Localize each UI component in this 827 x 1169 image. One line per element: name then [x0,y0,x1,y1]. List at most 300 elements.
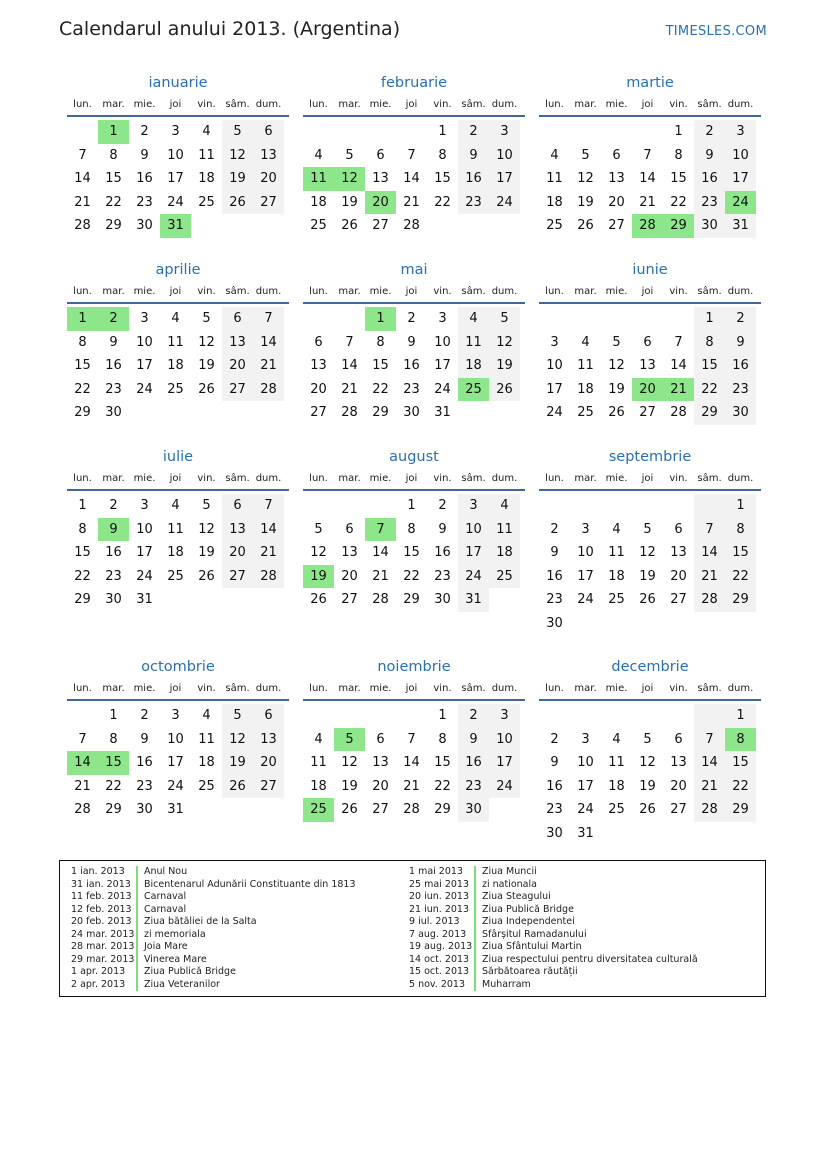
day-cell: 13 [639,358,656,374]
holiday-cell: 19 [303,565,334,589]
holiday-name: Ziua Veteranilor [136,979,220,992]
month-martie [539,74,761,238]
weekday-label: lun. [309,99,328,110]
day-cell: 25 [198,778,215,794]
day-grid [303,494,525,612]
day-cell: 5 [314,521,323,537]
day-cell: 1 [725,494,756,518]
month-name: ianuarie [148,75,208,91]
day-grid [539,494,761,636]
month-septembrie [539,448,761,636]
holiday-date: 14 oct. 2013 [409,953,470,965]
day-cell: 6 [376,147,385,163]
empty-cell [663,494,694,518]
weekday-label: mie. [133,683,156,694]
month-noiembrie [303,658,525,822]
empty-cell [570,307,601,331]
holiday-date: 12 feb. 2013 [71,903,132,915]
day-cell: 26 [222,191,253,215]
empty-cell [632,307,663,331]
month-name: decembrie [611,659,689,675]
day-cell: 11 [608,755,625,771]
day-cell: 20 [670,568,687,584]
day-cell: 1 [694,307,725,331]
weekday-label: mar. [338,99,361,110]
day-cell: 25 [310,218,327,234]
day-cell: 2 [140,708,149,723]
day-cell: 24 [546,405,563,421]
day-cell: 23 [434,568,451,584]
weekday-label: sâm. [461,473,486,484]
weekday-label: dum. [727,99,754,110]
day-cell: 14 [403,755,420,771]
weekday-label: mie. [605,99,628,110]
day-cell: 25 [608,802,625,818]
day-cell: 22 [403,568,420,584]
day-cell: 17 [136,358,153,374]
day-cell: 18 [167,358,184,374]
weekday-label: vin. [669,99,688,110]
day-cell: 8 [438,147,447,163]
month-ianuarie [67,74,289,238]
day-cell: 9 [438,521,447,537]
day-cell: 7 [345,334,354,350]
weekday-label: sâm. [225,473,250,484]
day-cell: 8 [109,147,118,163]
day-cell: 10 [577,755,594,771]
day-cell: 21 [403,194,420,210]
day-cell: 24 [489,191,520,215]
day-cell: 11 [310,755,327,771]
day-cell: 9 [140,147,149,163]
day-cell: 30 [458,798,489,822]
day-cell: 11 [577,358,594,374]
weekday-label: sâm. [461,683,486,694]
weekday-label: lun. [73,286,92,297]
empty-cell [303,494,334,518]
day-cell: 22 [725,565,756,589]
weekday-label: dum. [255,683,282,694]
day-cell: 10 [136,334,153,350]
weekday-label: mar. [338,286,361,297]
day-cell: 5 [489,307,520,331]
day-cell: 27 [310,405,327,421]
day-cell: 21 [372,568,389,584]
day-cell: 1 [674,124,683,139]
day-cell: 29 [434,802,451,818]
weekday-header [303,97,525,117]
day-cell: 9 [407,334,416,350]
day-cell: 2 [458,120,489,144]
day-cell: 7 [253,307,284,331]
day-cell: 1 [438,124,447,139]
day-grid [303,704,525,822]
month-name: noiembrie [377,659,451,675]
holiday-name: Ziua respectului pentru diversitatea culturală [474,954,698,967]
weekday-label: joi [405,286,418,297]
day-cell: 15 [725,751,756,775]
day-cell: 4 [202,124,211,139]
holiday-row [71,904,356,917]
weekday-label: joi [169,286,182,297]
day-cell: 30 [694,214,725,238]
holiday-cell: 9 [98,518,129,542]
holiday-date: 7 aug. 2013 [409,928,467,940]
day-cell: 30 [105,405,122,421]
day-cell: 22 [670,194,687,210]
empty-cell [365,494,396,518]
weekday-header [303,681,525,701]
day-cell: 5 [643,521,652,537]
empty-cell [539,120,570,144]
day-cell: 26 [577,218,594,234]
weekday-label: joi [641,683,654,694]
holiday-row [409,941,698,954]
weekday-label: joi [641,473,654,484]
day-cell: 26 [341,802,358,818]
day-cell: 12 [222,728,253,752]
day-cell: 2 [694,120,725,144]
weekday-header [67,284,289,304]
day-cell: 15 [74,545,91,561]
weekday-header [539,97,761,117]
weekday-label: mar. [574,99,597,110]
day-cell: 19 [608,381,625,397]
day-cell: 3 [489,120,520,144]
month-name: iulie [162,449,194,465]
day-cell: 3 [458,494,489,518]
day-cell: 15 [372,358,389,374]
day-cell: 11 [546,171,563,187]
weekday-label: mar. [102,473,125,484]
weekday-label: vin. [669,286,688,297]
day-cell: 2 [438,498,447,513]
weekday-label: lun. [309,286,328,297]
day-cell: 7 [694,518,725,542]
day-cell: 5 [643,731,652,747]
day-cell: 14 [253,518,284,542]
empty-cell [601,307,632,331]
day-cell: 3 [581,521,590,537]
holiday-date: 21 iun. 2013 [409,903,470,915]
day-cell: 9 [725,331,756,355]
day-cell: 13 [222,331,253,355]
day-cell: 18 [198,755,215,771]
weekday-label: mie. [605,683,628,694]
holiday-date: 9 iul. 2013 [409,916,460,928]
weekday-label: mie. [605,286,628,297]
day-cell: 12 [608,358,625,374]
day-cell: 3 [140,311,149,326]
day-cell: 13 [253,728,284,752]
day-cell: 7 [78,147,87,163]
day-cell: 18 [608,568,625,584]
day-cell: 21 [74,194,91,210]
day-cell: 23 [105,568,122,584]
day-cell: 19 [341,778,358,794]
weekday-label: mar. [338,473,361,484]
day-cell: 15 [694,354,725,378]
weekday-label: sâm. [461,99,486,110]
day-cell: 14 [694,751,725,775]
weekday-label: mie. [369,286,392,297]
holiday-date: 2 apr. 2013 [71,978,126,990]
day-grid [539,120,761,238]
holiday-cell: 31 [160,214,191,238]
empty-cell [67,120,98,144]
day-cell: 17 [167,755,184,771]
weekday-label: sâm. [225,683,250,694]
weekday-label: dum. [255,473,282,484]
day-cell: 27 [670,802,687,818]
holiday-row [409,891,698,904]
day-cell: 24 [136,568,153,584]
weekday-label: vin. [669,683,688,694]
weekday-header [67,681,289,701]
day-cell: 23 [136,778,153,794]
day-cell: 4 [314,147,323,163]
weekday-label: vin. [197,683,216,694]
empty-cell [570,494,601,518]
weekday-label: dum. [727,286,754,297]
day-cell: 31 [577,825,594,841]
weekday-label: dum. [255,286,282,297]
weekday-label: dum. [727,683,754,694]
day-cell: 11 [167,521,184,537]
day-cell: 29 [74,592,91,608]
empty-cell [539,307,570,331]
day-cell: 16 [136,755,153,771]
day-cell: 14 [670,358,687,374]
weekday-label: joi [405,99,418,110]
day-cell: 23 [403,381,420,397]
day-cell: 2 [550,731,559,747]
month-iunie [539,261,761,425]
holiday-row [409,904,698,917]
day-cell: 25 [608,592,625,608]
weekday-label: mie. [605,473,628,484]
holiday-cell: 12 [334,167,365,191]
day-cell: 7 [694,728,725,752]
day-cell: 2 [109,498,118,513]
empty-cell [570,120,601,144]
day-cell: 12 [198,334,215,350]
day-cell: 12 [577,171,594,187]
holiday-cell: 25 [458,378,489,402]
day-cell: 10 [167,731,184,747]
day-cell: 26 [489,378,520,402]
month-name: februarie [380,75,448,91]
weekday-header [539,471,761,491]
day-cell: 14 [74,171,91,187]
month-name: martie [626,75,674,91]
month-februarie [303,74,525,238]
day-cell: 2 [458,704,489,728]
day-cell: 8 [407,521,416,537]
day-cell: 8 [674,147,683,163]
day-cell: 27 [372,802,389,818]
day-cell: 29 [725,588,756,612]
day-cell: 9 [550,545,559,561]
day-cell: 8 [109,731,118,747]
holiday-date: 1 apr. 2013 [71,966,126,978]
day-cell: 23 [546,592,563,608]
day-cell: 13 [670,545,687,561]
day-cell: 16 [694,167,725,191]
day-cell: 29 [105,802,122,818]
month-aprilie [67,261,289,425]
empty-cell [334,120,365,144]
day-cell: 9 [109,334,118,350]
day-cell: 16 [458,167,489,191]
holiday-cell: 24 [725,191,756,215]
day-cell: 23 [136,194,153,210]
day-cell: 16 [725,354,756,378]
holiday-date: 11 feb. 2013 [71,891,132,903]
month-name: aprilie [155,262,201,278]
day-cell: 14 [341,358,358,374]
holiday-cell: 11 [303,167,334,191]
day-cell: 3 [438,311,447,326]
weekday-label: dum. [491,683,518,694]
day-cell: 25 [167,568,184,584]
day-cell: 18 [608,778,625,794]
day-cell: 1 [725,704,756,728]
weekday-label: lun. [545,473,564,484]
holiday-list-left [71,866,356,991]
day-cell: 25 [167,381,184,397]
day-cell: 20 [253,751,284,775]
day-cell: 29 [725,798,756,822]
day-cell: 27 [253,191,284,215]
day-cell: 14 [639,171,656,187]
day-cell: 24 [167,194,184,210]
weekday-label: lun. [309,473,328,484]
day-cell: 13 [670,755,687,771]
day-cell: 19 [198,545,215,561]
holiday-cell: 8 [725,728,756,752]
day-grid [303,307,525,425]
brand-link[interactable]: TIMESLES.COM [665,24,767,39]
weekday-label: dum. [255,99,282,110]
holiday-cell: 1 [98,120,129,144]
day-cell: 13 [253,144,284,168]
day-cell: 10 [577,545,594,561]
day-cell: 8 [725,518,756,542]
day-cell: 31 [458,588,489,612]
day-cell: 15 [403,545,420,561]
holiday-row [71,954,356,967]
day-cell: 28 [670,405,687,421]
holiday-row [71,979,356,992]
weekday-label: joi [405,683,418,694]
holiday-date: 19 aug. 2013 [409,941,473,953]
day-cell: 6 [222,494,253,518]
weekday-label: lun. [545,286,564,297]
day-cell: 17 [489,751,520,775]
holiday-date: 24 mar. 2013 [71,928,135,940]
empty-cell [396,704,427,728]
empty-cell [334,704,365,728]
day-cell: 30 [105,592,122,608]
weekday-label: vin. [433,473,452,484]
day-cell: 17 [577,778,594,794]
day-cell: 2 [725,307,756,331]
day-cell: 10 [546,358,563,374]
page-title: Calendarul anului 2013. (Argentina) [59,18,401,40]
day-cell: 13 [608,171,625,187]
day-cell: 21 [74,778,91,794]
day-cell: 22 [372,381,389,397]
empty-cell [303,307,334,331]
day-cell: 7 [407,147,416,163]
day-cell: 10 [489,728,520,752]
day-cell: 19 [577,194,594,210]
day-cell: 18 [577,381,594,397]
day-cell: 30 [136,218,153,234]
holiday-list-right [409,866,698,991]
weekday-label: mar. [102,99,125,110]
weekday-label: mar. [338,683,361,694]
day-cell: 23 [458,775,489,799]
day-cell: 2 [140,124,149,139]
day-cell: 21 [253,541,284,565]
day-cell: 11 [608,545,625,561]
weekday-label: mar. [574,286,597,297]
holiday-row [71,929,356,942]
weekday-label: sâm. [697,683,722,694]
day-cell: 8 [694,331,725,355]
empty-cell [67,704,98,728]
day-cell: 26 [198,381,215,397]
day-cell: 30 [434,592,451,608]
weekday-label: mar. [102,683,125,694]
weekday-label: mie. [369,683,392,694]
day-cell: 4 [171,311,180,326]
empty-cell [694,494,725,518]
weekday-label: joi [641,286,654,297]
weekday-label: mar. [574,473,597,484]
day-cell: 3 [171,124,180,139]
weekday-label: sâm. [697,99,722,110]
holiday-row [71,891,356,904]
weekday-label: joi [641,99,654,110]
weekday-label: sâm. [225,99,250,110]
day-cell: 3 [550,334,559,350]
day-cell: 16 [105,358,122,374]
day-cell: 16 [434,545,451,561]
holiday-name: Vinerea Mare [136,954,207,967]
holiday-row [409,929,698,942]
weekday-label: lun. [73,683,92,694]
weekday-label: mar. [574,683,597,694]
day-cell: 18 [310,778,327,794]
day-cell: 27 [222,378,253,402]
weekday-label: sâm. [697,473,722,484]
holiday-name: Ziua Sfântului Martin [474,941,582,954]
holiday-date: 1 ian. 2013 [71,866,125,877]
month-name: mai [400,262,428,278]
empty-cell [601,120,632,144]
day-cell: 23 [458,191,489,215]
day-cell: 27 [372,218,389,234]
day-cell: 22 [105,194,122,210]
day-cell: 20 [670,778,687,794]
day-cell: 3 [489,704,520,728]
day-cell: 13 [372,171,389,187]
holiday-name: Ziua bătăliei de la Salta [136,916,257,929]
day-cell: 9 [140,731,149,747]
